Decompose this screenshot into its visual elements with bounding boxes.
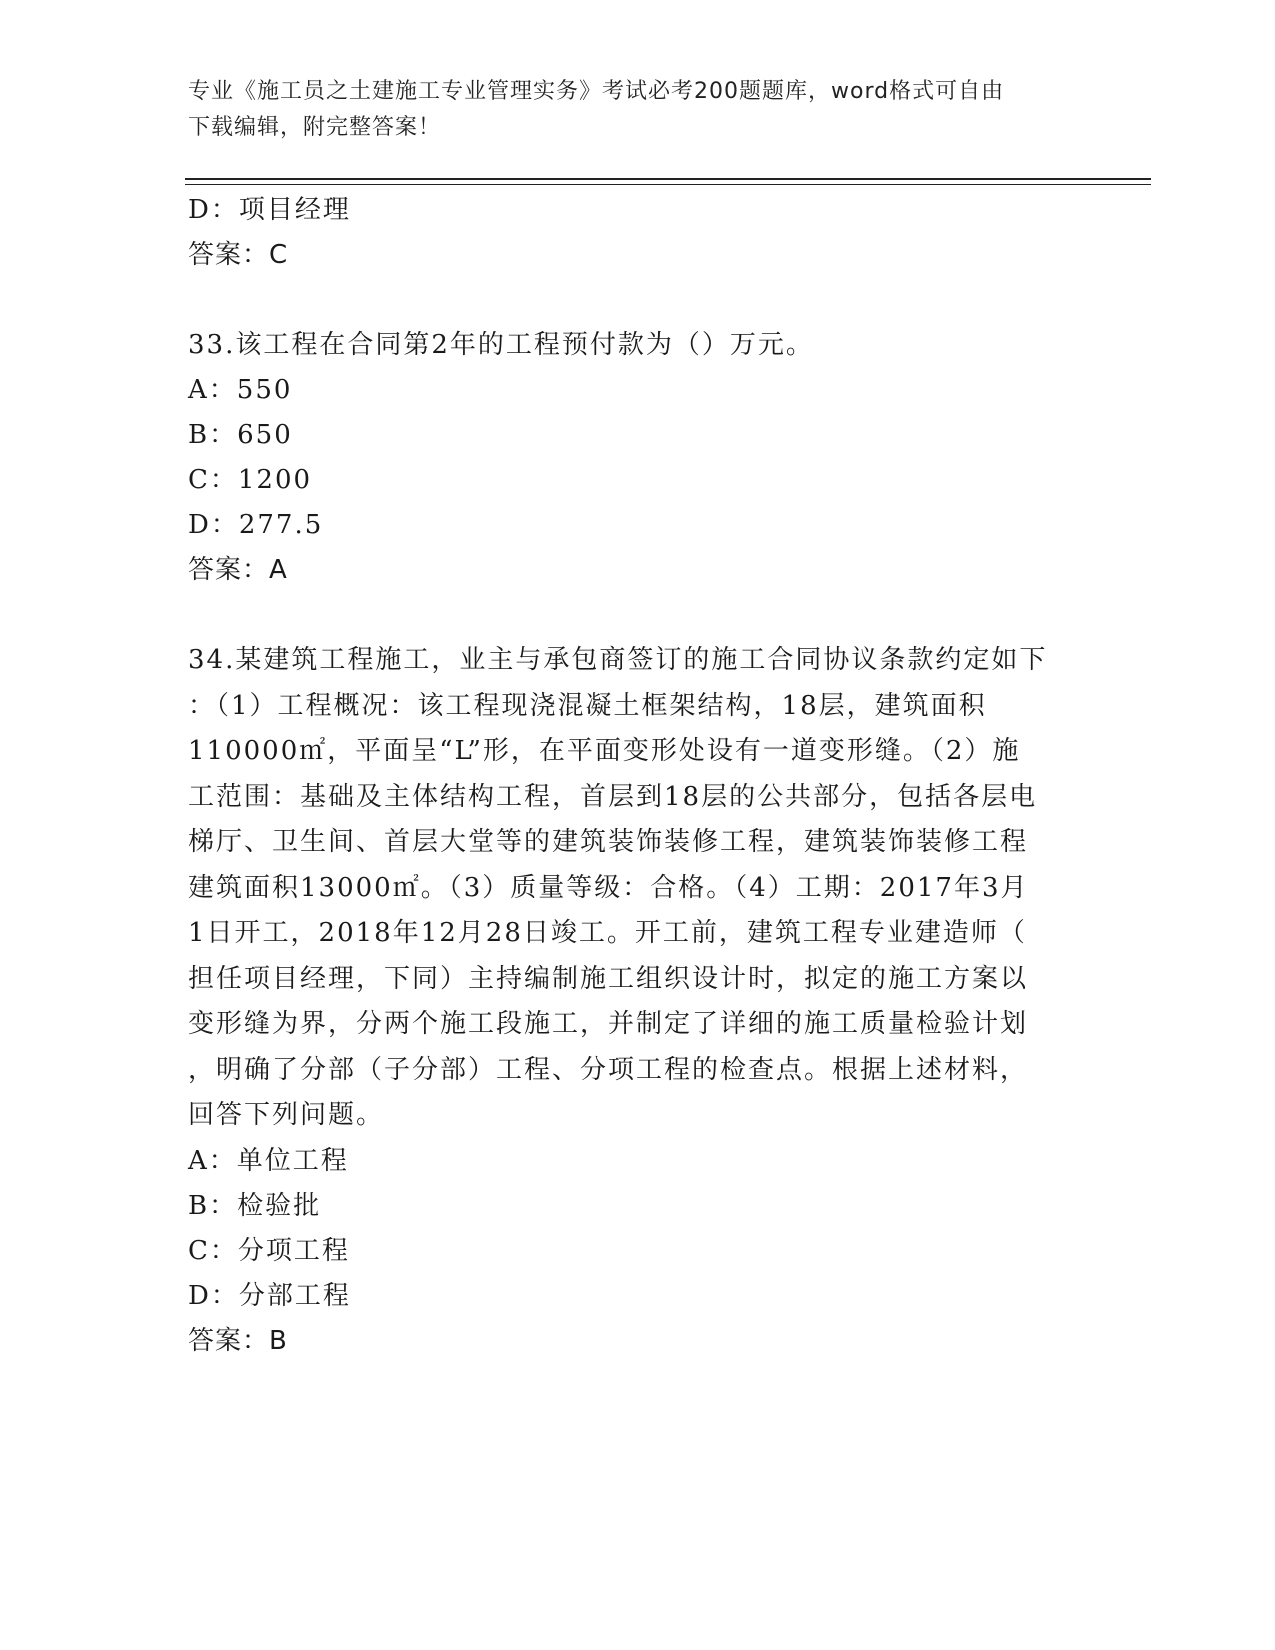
q34-answer: 答案：B bbox=[188, 1325, 288, 1356]
spacer bbox=[188, 593, 1088, 638]
q34-stem-line: 34.某建筑工程施工，业主与承包商签订的施工合同协议条款约定如下 bbox=[188, 645, 1048, 675]
header-rule-thin bbox=[185, 184, 1151, 185]
q34-stem-line: 回答下列问题。 bbox=[188, 1100, 385, 1130]
header-line-1: 专业《施工员之土建施工专业管理实务》考试必考200题题库，word格式可自由 bbox=[188, 79, 1005, 104]
q34-option-c: C：分项工程 bbox=[188, 1235, 350, 1266]
q34-stem-line: ：（1）工程概况：该工程现浇混凝土框架结构，18层，建筑面积 bbox=[188, 690, 987, 721]
q33-answer: 答案：A bbox=[188, 555, 288, 585]
spacer bbox=[188, 278, 1088, 323]
q33-option-a: A：550 bbox=[188, 375, 293, 405]
q33-option-d: D：277.5 bbox=[188, 510, 324, 540]
q34-stem-line: 担任项目经理，下同）主持编制施工组织设计时，拟定的施工方案以 bbox=[188, 963, 1029, 994]
prev-answer: 答案：C bbox=[188, 240, 289, 270]
q34-stem-line: 工范围：基础及主体结构工程，首层到18层的公共部分，包括各层电 bbox=[188, 781, 1038, 812]
header-rule-thick bbox=[185, 178, 1151, 180]
q34-stem-line: 110000㎡，平面呈“L”形，在平面变形处设有一道变形缝。（2）施 bbox=[188, 736, 1021, 766]
q34-option-a: A：单位工程 bbox=[188, 1145, 349, 1176]
q34-option-d: D：分部工程 bbox=[188, 1280, 351, 1311]
q34-stem-line: 变形缝为界，分两个施工段施工，并制定了详细的施工质量检验计划 bbox=[188, 1009, 1029, 1039]
q34-stem-line: 梯厅、卫生间、首层大堂等的建筑装饰装修工程，建筑装饰装修工程 bbox=[188, 827, 1029, 857]
q34-option-b: B：检验批 bbox=[188, 1190, 322, 1221]
q33-stem: 33.该工程在合同第2年的工程预付款为（）万元。 bbox=[188, 330, 814, 360]
q33-option-b: B：650 bbox=[188, 420, 293, 450]
q34-stem-line: 1日开工，2018年12月28日竣工。开工前，建筑工程专业建造师（ bbox=[188, 918, 1027, 948]
q34-stem-line: ，明确了分部（子分部）工程、分项工程的检查点。根据上述材料， bbox=[188, 1054, 1029, 1085]
header-line-2: 下载编辑，附完整答案！ bbox=[188, 115, 442, 140]
document-header bbox=[188, 74, 1078, 146]
q34-stem-line: 建筑面积13000㎡。（3）质量等级：合格。（4）工期：2017年3月 bbox=[188, 872, 1029, 903]
q34-stem bbox=[188, 638, 1088, 1139]
question-content bbox=[188, 188, 1088, 1364]
q33-option-c: C：1200 bbox=[188, 465, 313, 495]
prev-option-d: D：项目经理 bbox=[188, 195, 351, 225]
